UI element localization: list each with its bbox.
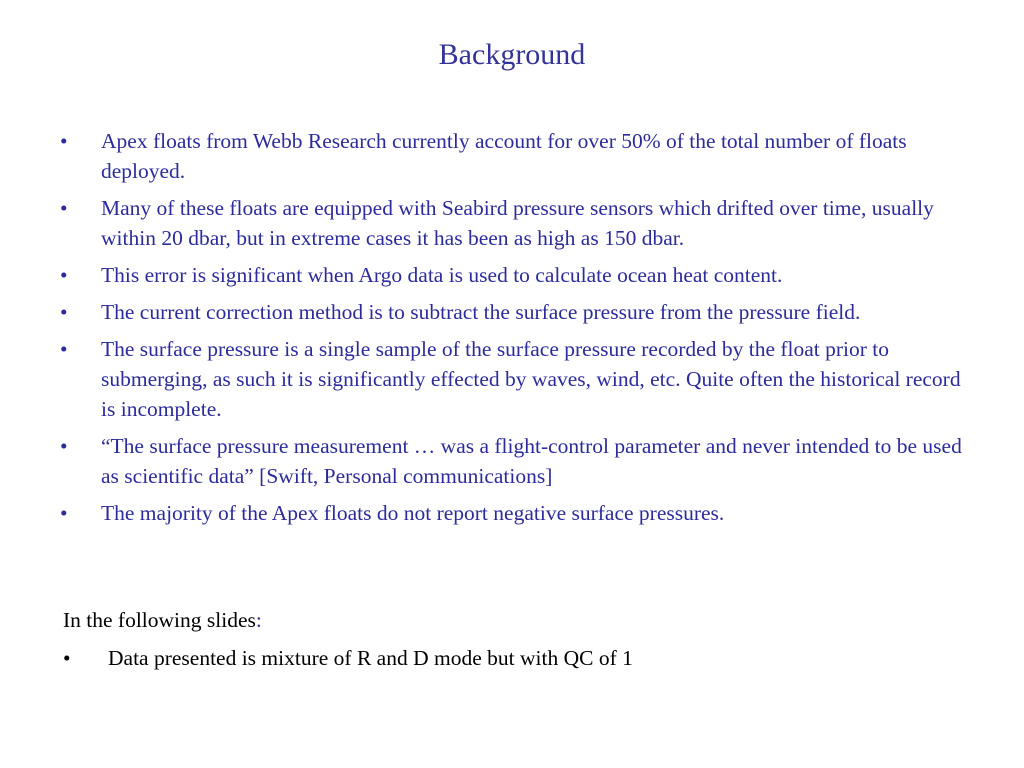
bullet-text: The surface pressure is a single sample of the surface pressure recorded by the float prior to submerging, as such it is significantly effected by waves, wind, etc. Quite often the historical record is incomplete. <box>101 337 961 421</box>
bullet-item <box>60 498 970 528</box>
bullet-dot: • <box>60 300 68 324</box>
bullet-dot: • <box>60 434 68 458</box>
following-heading-text: In the following slides <box>63 608 256 632</box>
bullet-list <box>60 126 970 535</box>
bullet-item <box>60 334 970 424</box>
following-bullet-text: Data presented is mixture of R and D mode but with QC of 1 <box>108 646 633 670</box>
bullet-dot: • <box>63 646 71 670</box>
bullet-text: “The surface pressure measurement … was a flight-control parameter and never intended to be used as scientific data” [Swift, Personal communications] <box>101 434 962 488</box>
bullet-text: This error is significant when Argo data is used to calculate ocean heat content. <box>101 263 783 287</box>
bullet-item <box>60 297 970 327</box>
bullet-text: The majority of the Apex floats do not report negative surface pressures. <box>101 501 725 525</box>
bullet-item <box>60 260 970 290</box>
bullet-text: Many of these floats are equipped with Seabird pressure sensors which drifted over time, usually within 20 dbar, but in extreme cases it has been as high as 150 dbar. <box>101 196 934 250</box>
bullet-item <box>60 431 970 491</box>
bullet-text: The current correction method is to subtract the surface pressure from the pressure field. <box>101 300 861 324</box>
bullet-dot: • <box>60 129 68 153</box>
following-heading <box>63 605 262 635</box>
bullet-text: Apex floats from Webb Research currently account for over 50% of the total number of floats deployed. <box>101 129 907 183</box>
slide-title: Background <box>438 38 586 71</box>
bullet-dot: • <box>60 501 68 525</box>
bullet-dot: • <box>60 337 68 361</box>
bullet-item <box>60 193 970 253</box>
following-heading-colon: : <box>255 608 262 632</box>
bullet-dot: • <box>60 263 68 287</box>
bullet-item <box>60 126 970 186</box>
bullet-dot: • <box>60 196 68 220</box>
